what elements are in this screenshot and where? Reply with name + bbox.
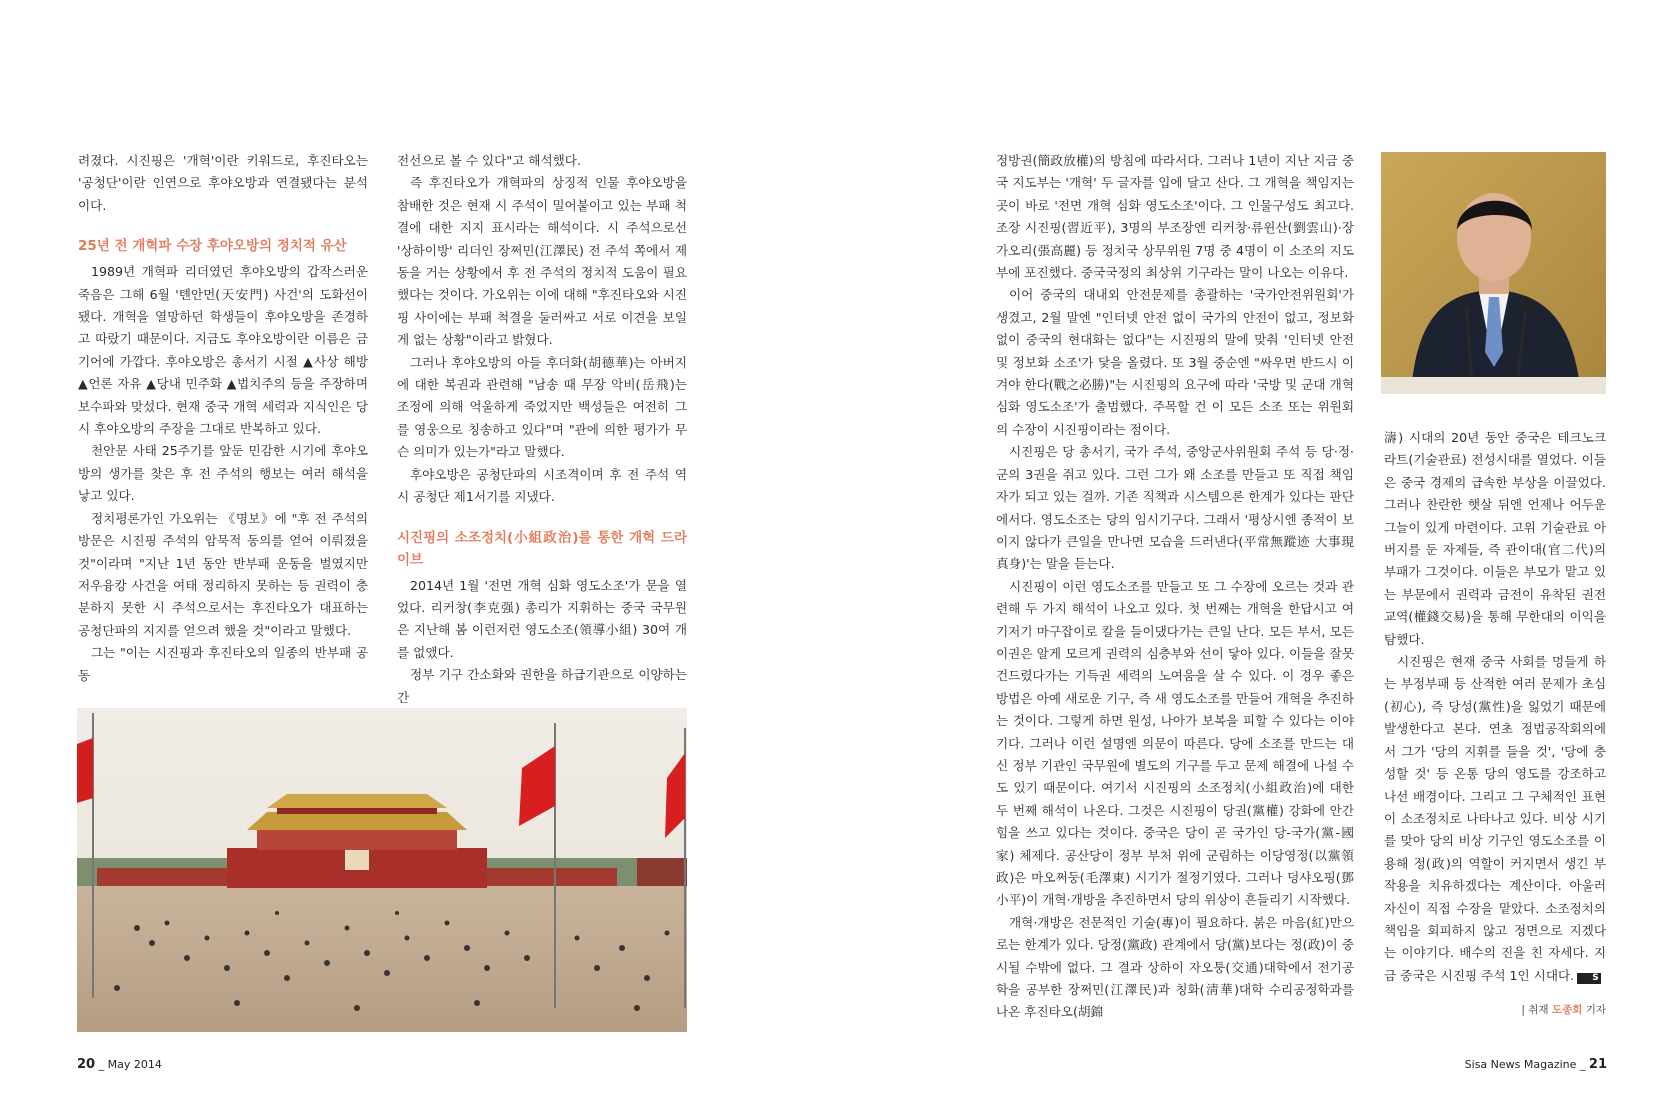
right-column-1 — [996, 150, 1354, 1024]
byline — [1384, 1002, 1606, 1017]
page-number-right — [1465, 1057, 1607, 1072]
section-heading: 시진핑의 소조정치(小組政治)를 통한 개혁 드라이브 — [397, 529, 687, 568]
paragraph — [1384, 651, 1606, 987]
left-column-1 — [78, 150, 368, 687]
paragraph: 즉 후진타오가 개혁파의 상징적 인물 후야오방을 참배한 것은 현재 시 주석이 밀어붙이고 있는 부패 척결에 대한 지지 표시라는 해석이다. 시 주석으로선 '상하이방' 리더인 장쩌민(江澤民) 전 주석 쪽에서 제동을 거는 상황에서 후 전 주석의 정치적 도움이 필요했다는 것이다. 가오위는 이에 대해 "후진타오와 시진핑 사이에는 부패 척결을 둘러싸고 서로 이견을 보일 게 없는 상황"이라고 밝혔다. — [397, 175, 687, 348]
magazine-name: Sisa News Magazine _ — [1464, 1058, 1586, 1071]
left-column-2 — [397, 150, 687, 709]
paragraph-text: 시진핑은 현재 중국 사회를 멍들게 하는 부정부패 등 산적한 여러 문제가 초심(初心), 즉 당성(黨性)을 잃었기 때문에 발생한다고 본다. 연초 정법공작회의에서 그가 '당의 지휘를 들을 것', '당에 충성할 것' 등 온통 당의 영도를 강조하고 나선 배경이다. 그리고 그 구체적인 표현이 소조정치로 나타나고 있다. 비상 시기를 맞아 당의 비상 기구인 영도소조를 이용해 정(政)의 역할이 커지면서 생긴 부작용을 치유하겠다는 계산이다. 아울러 자신이 직접 수장을 맡았다. 소조정치의 책임을 회피하지 않고 정면으로 지겠다는 이야기다. 배수의 진을 친 자세다. 지금 중국은 시진핑 주석 1인 시대다. — [1384, 654, 1606, 983]
reporter-name: 도종회 — [1551, 1004, 1583, 1016]
right-column-2 — [1384, 427, 1606, 987]
paragraph: 개혁·개방은 전문적인 기술(專)이 필요하다. 붉은 마음(紅)만으로는 한계가 있다. 당정(黨政) 관계에서 당(黨)보다는 정(政)이 중시될 수밖에 없다. 그 결과 상하이 자오퉁(交通)대학에서 전기공학을 공부한 장쩌민(江澤民)과 칭화(淸華)대학 수리공정학과를 나온 후진타오(胡錦 — [996, 914, 1354, 1020]
paragraph: 려졌다. 시진핑은 '개혁'이란 키워드로, 후진타오는 '공청단'이란 인연으로 후야오방과 연결됐다는 분석이다. — [78, 153, 368, 213]
byline-prefix: | 취재 — [1521, 1004, 1549, 1016]
paragraph: 濤) 시대의 20년 동안 중국은 테크노크라트(기술관료) 전성시대를 열었다. 이들은 중국 경제의 급속한 부상을 이끌었다. 그러나 찬란한 햇살 뒤엔 언제나 어두운 그늘이 있게 마련이다. 고위 기술관료 아버지를 둔 자제들, 즉 관이대(官二代)의 부패가 그것이다. 이들은 부모가 맡고 있는 부문에서 권력과 금전이 유착된 권전교역(權錢交易)을 통해 무한대의 이익을 탐했다. — [1384, 430, 1606, 647]
tiananmen-photo — [77, 708, 687, 1032]
tiananmen-illustration — [77, 708, 687, 1032]
paragraph: 전선으로 볼 수 있다"고 해석했다. — [397, 153, 581, 168]
paragraph: 1989년 개혁파 리더였던 후야오방의 갑작스러운 죽음은 그해 6월 '톈안먼(天安門) 사건'의 도화선이 됐다. 개혁을 열망하던 학생들이 후야오방을 존경하고 따랐기 때문이다. 지금도 후야오방이란 이름은 금기어에 가깝다. 후야오방은 총서기 시절 ▲사상 해방 ▲언론 자유 ▲당내 민주화 ▲법치주의 등을 주장하며 보수파와 맞섰다. 현재 중국 개혁 세력과 지식인은 당시 후야오방의 주장을 그대로 반복하고 있다. — [78, 264, 368, 437]
paragraph: 정부 기구 간소화와 권한을 하급기관으로 이양하는 간 — [397, 667, 687, 705]
paragraph: 정방권(簡政放權)의 방침에 따라서다. 그러나 1년이 지난 지금 중국 지도부는 '개혁' 두 글자를 입에 달고 산다. 그 개혁을 책임지는 곳이 바로 '전면 개혁 심화 영도소조'이다. 그 인물구성도 최고다. 조장 시진핑(習近平), 3명의 부조장엔 리커창·류윈산(劉雲山)·장가오리(張高麗) 등 정치국 상무위원 7명 중 4명이 이 소조의 지도부에 포진했다. 중국국정의 최상위 기구라는 말이 나오는 이유다. — [996, 153, 1354, 281]
end-mark-icon: S — [1577, 973, 1600, 984]
paragraph: 정치평론가인 가오위는 《명보》에 "후 전 주석의 방문은 시진핑 주석의 암묵적 동의를 얻어 이뤄졌을 것"이라며 "지난 1년 동안 반부패 운동을 벌였지만 저우융캉 사건을 여태 정리하지 못하는 등 권력이 충분하지 못한 시 주석으로서는 후진타오가 대표하는 공청단파의 지지를 얻으려 했을 것"이라고 말했다. — [78, 510, 368, 638]
byline-suffix: 기자 — [1585, 1004, 1606, 1016]
page-number-left — [77, 1057, 162, 1072]
page-number: 21 — [1588, 1057, 1607, 1072]
paragraph: 2014년 1월 '전면 개혁 심화 영도소조'가 문을 열었다. 리커창(李克强) 총리가 지휘하는 중국 국무원은 지난해 봄 이런저런 영도소조(領導小組) 30여 개를 없앴다. — [397, 577, 687, 660]
paragraph: 이어 중국의 대내외 안전문제를 총괄하는 '국가안전위원회'가 생겼고, 2월 말엔 "인터넷 안전 없이 국가의 안전이 없고, 정보화 없이 중국의 현대화는 없다"는 시진핑의 말에 맞춰 '인터넷 안전 및 정보화 소조'가 닻을 올렸다. 또 3월 중순엔 "싸우면 반드시 이겨야 한다(戰之必勝)"는 시진핑의 요구에 따라 '국방 및 군대 개혁심화 영도소조'가 출범했다. 주목할 건 이 모든 소조 또는 위원회의 수장이 시진핑이라는 점이다. — [996, 287, 1354, 437]
page-number: 20 — [77, 1057, 96, 1072]
paragraph: 천안문 사태 25주기를 앞둔 민감한 시기에 후야오방의 생가를 찾은 후 전 주석의 행보는 여러 해석을 낳고 있다. — [78, 443, 368, 504]
paragraph: 시진핑이 이런 영도소조를 만들고 또 그 수장에 오르는 것과 관련해 두 가지 해석이 나오고 있다. 첫 번째는 개혁을 한답시고 여기저기 마구잡이로 칼을 들이댔다가는 큰일 난다. 모든 부서, 모든 이권은 알게 모르게 권력의 심층부와 선이 닿아 있다. 이들을 잘못 건드렸다가는 기득권 세력의 노여움을 살 수 있다. 이 경우 좋은 방법은 아예 새로운 기구, 즉 새 영도소조를 만들어 개혁을 추진하는 것이다. 그렇게 하면 원성, 나아가 보복을 피할 수 있다는 이야기다. 그러나 이런 설명엔 의문이 따른다. 당에 소조를 만드는 대신 정부 기관인 국무원에 별도의 기구를 두고 문제 해결에 나설 수도 있기 때문이다. 여기서 시진핑의 소조정치(小組政治)에 대한 두 번째 해석이 나온다. 그것은 시진핑이 당권(黨權) 강화에 안간힘을 쓰고 있다는 것이다. 중국은 당이 곧 국가인 당-국가(黨-國家) 체제다. 공산당이 정부 부처 위에 군림하는 이당영정(以黨領政)은 마오쩌둥(毛澤東) 시기가 절정기였다. 그러나 덩샤오핑(鄧小平)이 개혁·개방을 추진하면서 당의 위상이 흔들리기 시작했다. — [996, 578, 1354, 908]
paragraph: 후야오방은 공청단파의 시조격이며 후 전 주석 역시 공청단 제1서기를 지냈다. — [397, 466, 687, 505]
paragraph: 그러나 후야오방의 아들 후더화(胡德華)는 아버지에 대한 복권과 관련해 "남송 때 무장 악비(岳飛)는 조정에 의해 억울하게 죽었지만 백성들은 여전히 그를 영웅으로 칭송하고 있다"며 "관에 의한 평가가 무슨 의미가 있는가"라고 말했다. — [397, 354, 687, 460]
xi-jinping-photo — [1381, 152, 1606, 394]
issue-date: _ May 2014 — [98, 1058, 162, 1071]
paragraph: 시진핑은 당 총서기, 국가 주석, 중앙군사위원회 주석 등 당·정·군의 3권을 쥐고 있다. 그런 그가 왜 소조를 만들고 또 직접 책임자가 되고 있는 걸까. 기존 직책과 시스템으론 한계가 있다는 판단에서다. 영도소조는 당의 임시기구다. 그래서 '평상시엔 종적이 보이지 않다가 큰일을 만나면 모습을 드러낸다(平常無蹤迹 大事現真身)'는 말을 듣는다. — [996, 444, 1354, 572]
speaker-illustration — [1381, 152, 1606, 394]
paragraph: 그는 "이는 시진핑과 후진타오의 일종의 반부패 공동 — [78, 645, 368, 683]
section-heading: 25년 전 개혁파 수장 후야오방의 정치적 유산 — [78, 238, 347, 255]
